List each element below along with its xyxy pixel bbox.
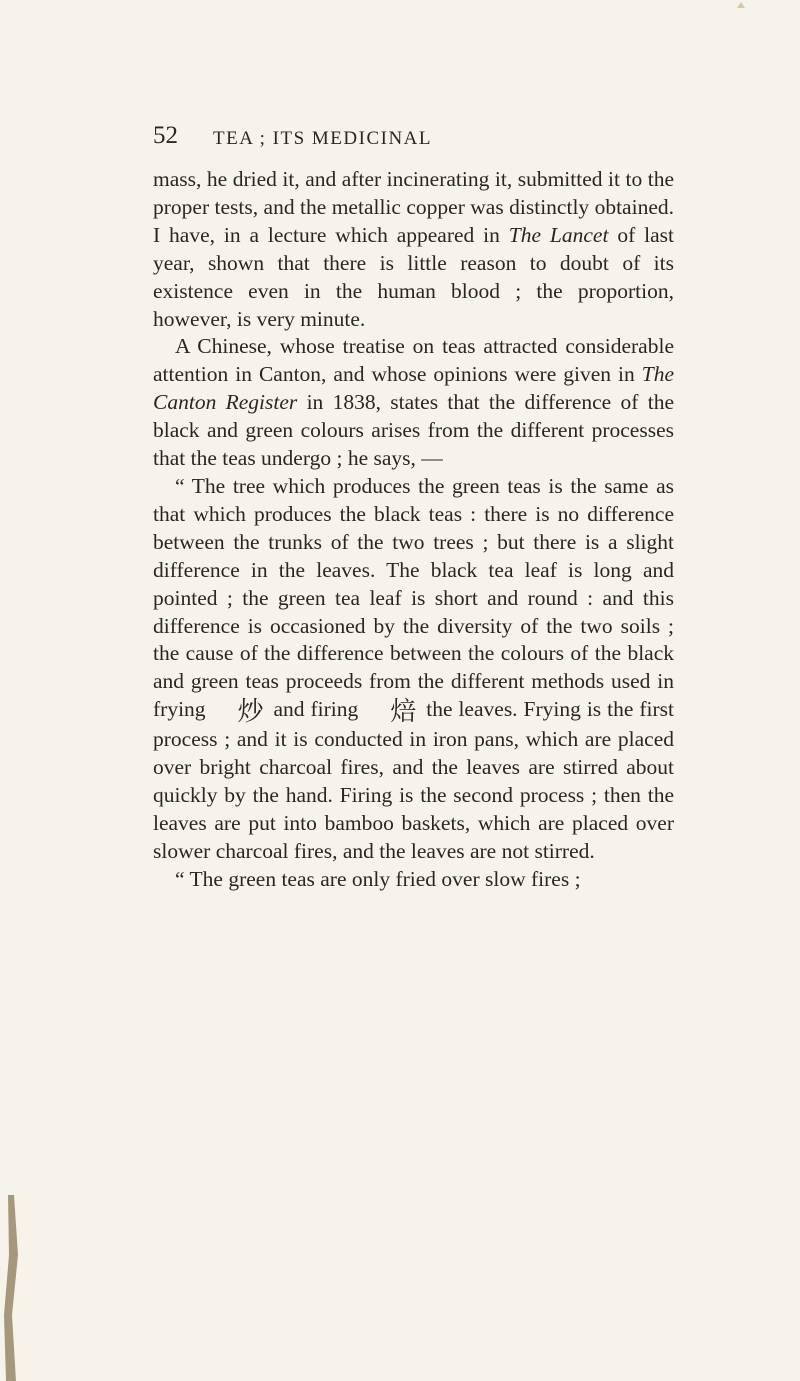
text-run: of last year, shown that there is little reason to doubt of its existence even in the human blood ; the proportion, however, is very minute. xyxy=(153,222,674,331)
paragraph xyxy=(153,166,674,333)
text-run: the leaves. Frying is the first process ; and it is conducted in iron pans, which are placed over bright charcoal fires, and the leaves are stirred about quickly by the hand. Firing is the second process ; then the leaves are put into bamboo baskets, which are placed over slower charcoal fires, and the leaves are not stirred. xyxy=(153,697,674,863)
page-header xyxy=(153,122,673,168)
body-text xyxy=(153,166,674,894)
chinese-character: 焙 xyxy=(390,697,417,727)
running-title: TEA ; ITS MEDICINAL xyxy=(213,128,433,149)
paragraph xyxy=(153,473,674,866)
text-run: A Chinese, whose treatise on teas attracted considerable attention in Canton, and whose opinions were given in xyxy=(153,334,674,387)
page-number: 52 xyxy=(153,122,178,149)
paragraph xyxy=(153,866,674,894)
italic-title: The Lancet xyxy=(508,222,609,247)
text-run: mass, he dried it, and after incinerating it, submitted it to the proper tests, and the metallic copper was distinctly obtained. I have, in a lecture which appeared in xyxy=(153,167,674,247)
binding-edge-artifact xyxy=(0,1195,26,1381)
text-run: and firing xyxy=(267,697,365,722)
corner-mark xyxy=(735,0,747,10)
paragraph xyxy=(153,333,674,473)
text-run: “ The tree which produces the green teas is the same as that which produces the black teas : there is no difference between the trunks of the two trees ; but there is a slight difference in the leaves. The black tea leaf is long and pointed ; the green tea leaf is short and round : and this difference is occasioned by the diversity of the two soils ; the cause of the difference between the colours of the black and green teas proceeds from the different methods used in frying xyxy=(153,473,674,722)
chinese-character: 炒 xyxy=(237,697,264,727)
italic-title: The Canton Register xyxy=(153,362,674,415)
text-run: “ The green teas are only fried over slow fires ; xyxy=(175,866,581,891)
text-run: in 1838, states that the difference of the black and green colours arises from the different processes that the teas undergo ; he says, — xyxy=(153,390,675,471)
